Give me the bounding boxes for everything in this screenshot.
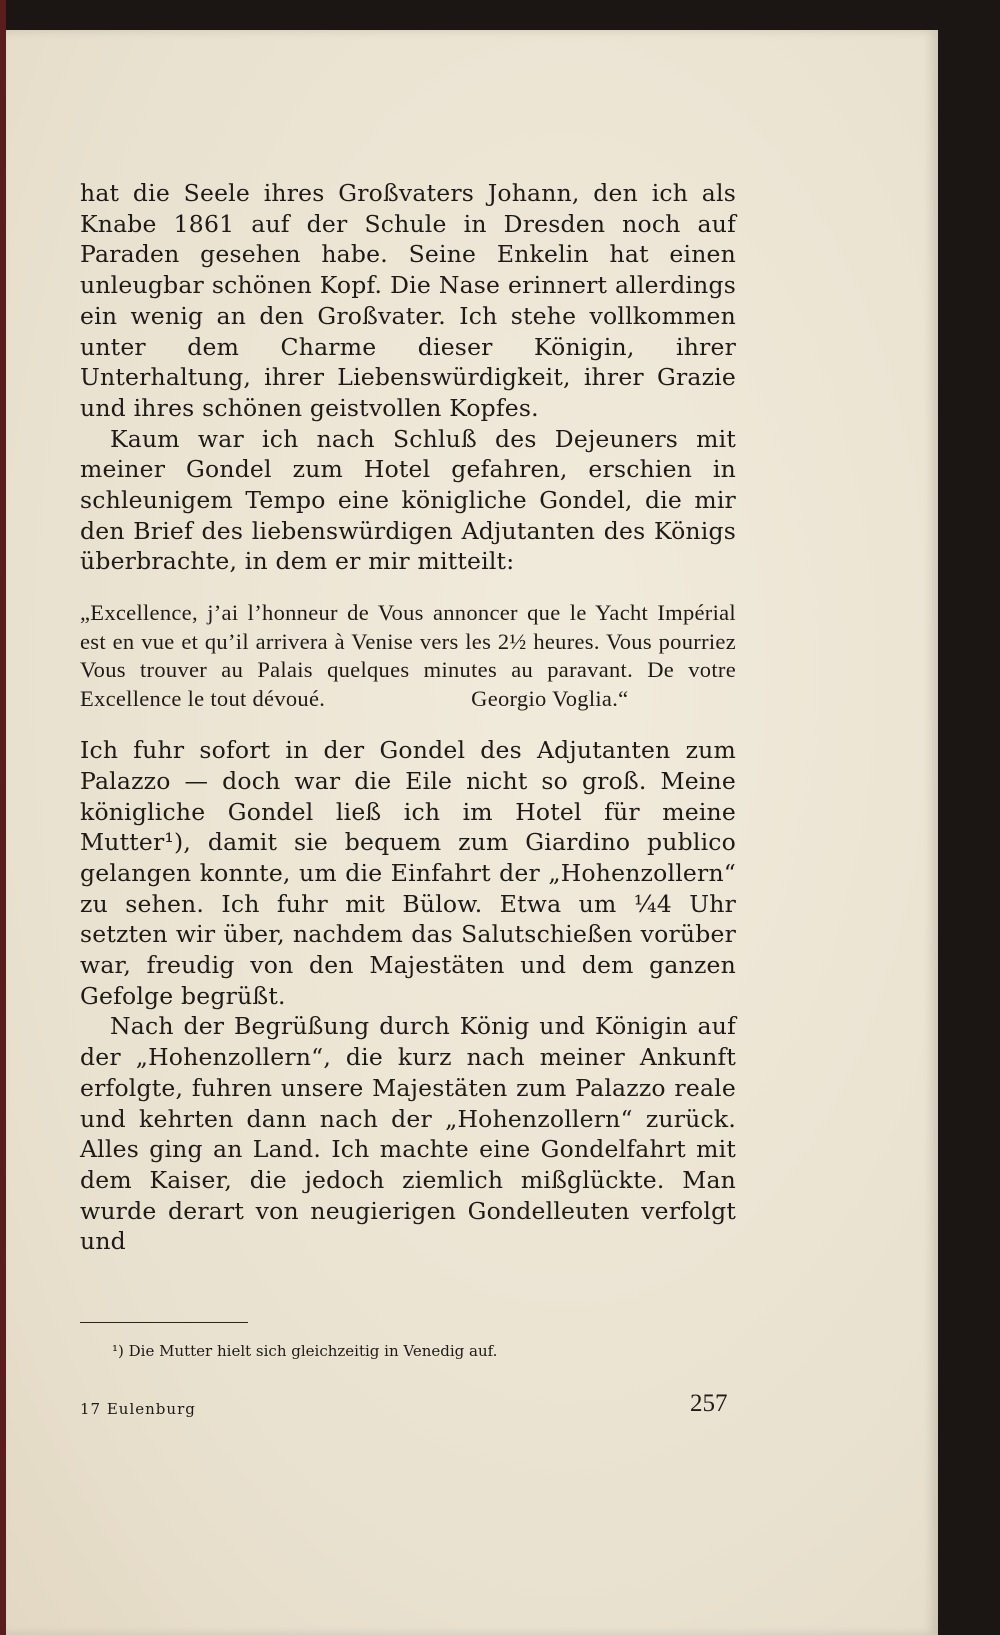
letter-body: „Excellence, j’ai l’honneur de Vous annoncer que le Yacht Impérial est en vue et qu’il arrivera à Venise vers les 2½ heures. Vous pourriez Vous trouver au Palais quelques minutes au paravant. De votre Excellence le tout dévoué.	[80, 600, 736, 711]
paragraph-4: Nach der Begrüßung durch König und Königin auf der „Hohenzollern“, die kurz nach meiner Ankunft erfolgte, fuhren unsere Majestäten zum Palazzo reale und kehrten dann nach der „Hohenzollern“ zurück. Alles ging an Land. Ich machte eine Gondelfahrt mit dem Kaiser, die jedoch ziemlich mißglückte. Man wurde derart von neugierigen Gondelleuten verfolgt und	[80, 1012, 736, 1256]
paragraph-1: hat die Seele ihres Großvaters Johann, den ich als Knabe 1861 auf der Schule in Dresden noch auf Paraden gesehen habe. Seine Enkelin hat einen unleugbar schönen Kopf. Die Nase erinnert allerdings ein wenig an den Großvater. Ich stehe vollkommen unter dem Charme dieser Königin, ihrer Unterhaltung, ihrer Liebenswürdigkeit, ihrer Grazie und ihres schönen geistvollen Kopfes.	[80, 179, 736, 422]
printer-signature-mark: 17 Eulenburg	[80, 1400, 196, 1418]
paragraph-3: Ich fuhr sofort in der Gondel des Adjutanten zum Palazzo — doch war die Eile nicht so groß. Meine königliche Gondel ließ ich im Hotel für meine Mutter¹), damit sie bequem zum Giardino publico gelangen konnte, um die Einfahrt der „Hohenzollern“ zu sehen. Ich fuhr mit Bülow. Etwa um ¼4 Uhr setzten wir über, nachdem das Salutschießen vorüber war, freudig von den Majestäten und dem ganzen Gefolge begrüßt.	[80, 736, 736, 1010]
page-number: 257	[690, 1390, 728, 1417]
paragraph-2: Kaum war ich nach Schluß des Dejeuners mit meiner Gondel zum Hotel gefahren, erschien in schleunigem Tempo eine königliche Gondel, die mir den Brief des liebenswürdigen Adjutanten des Königs überbrachte, in dem er mir mitteilt:	[80, 424, 736, 576]
letter-quote	[80, 599, 736, 713]
footnote-rule	[80, 1322, 248, 1323]
footnote: ¹) Die Mutter hielt sich gleichzeitig in Venedig auf.	[112, 1342, 498, 1360]
letter-signature: Georgio Voglia.“	[471, 685, 629, 711]
page-text	[80, 178, 736, 1257]
book-page	[6, 30, 938, 1635]
